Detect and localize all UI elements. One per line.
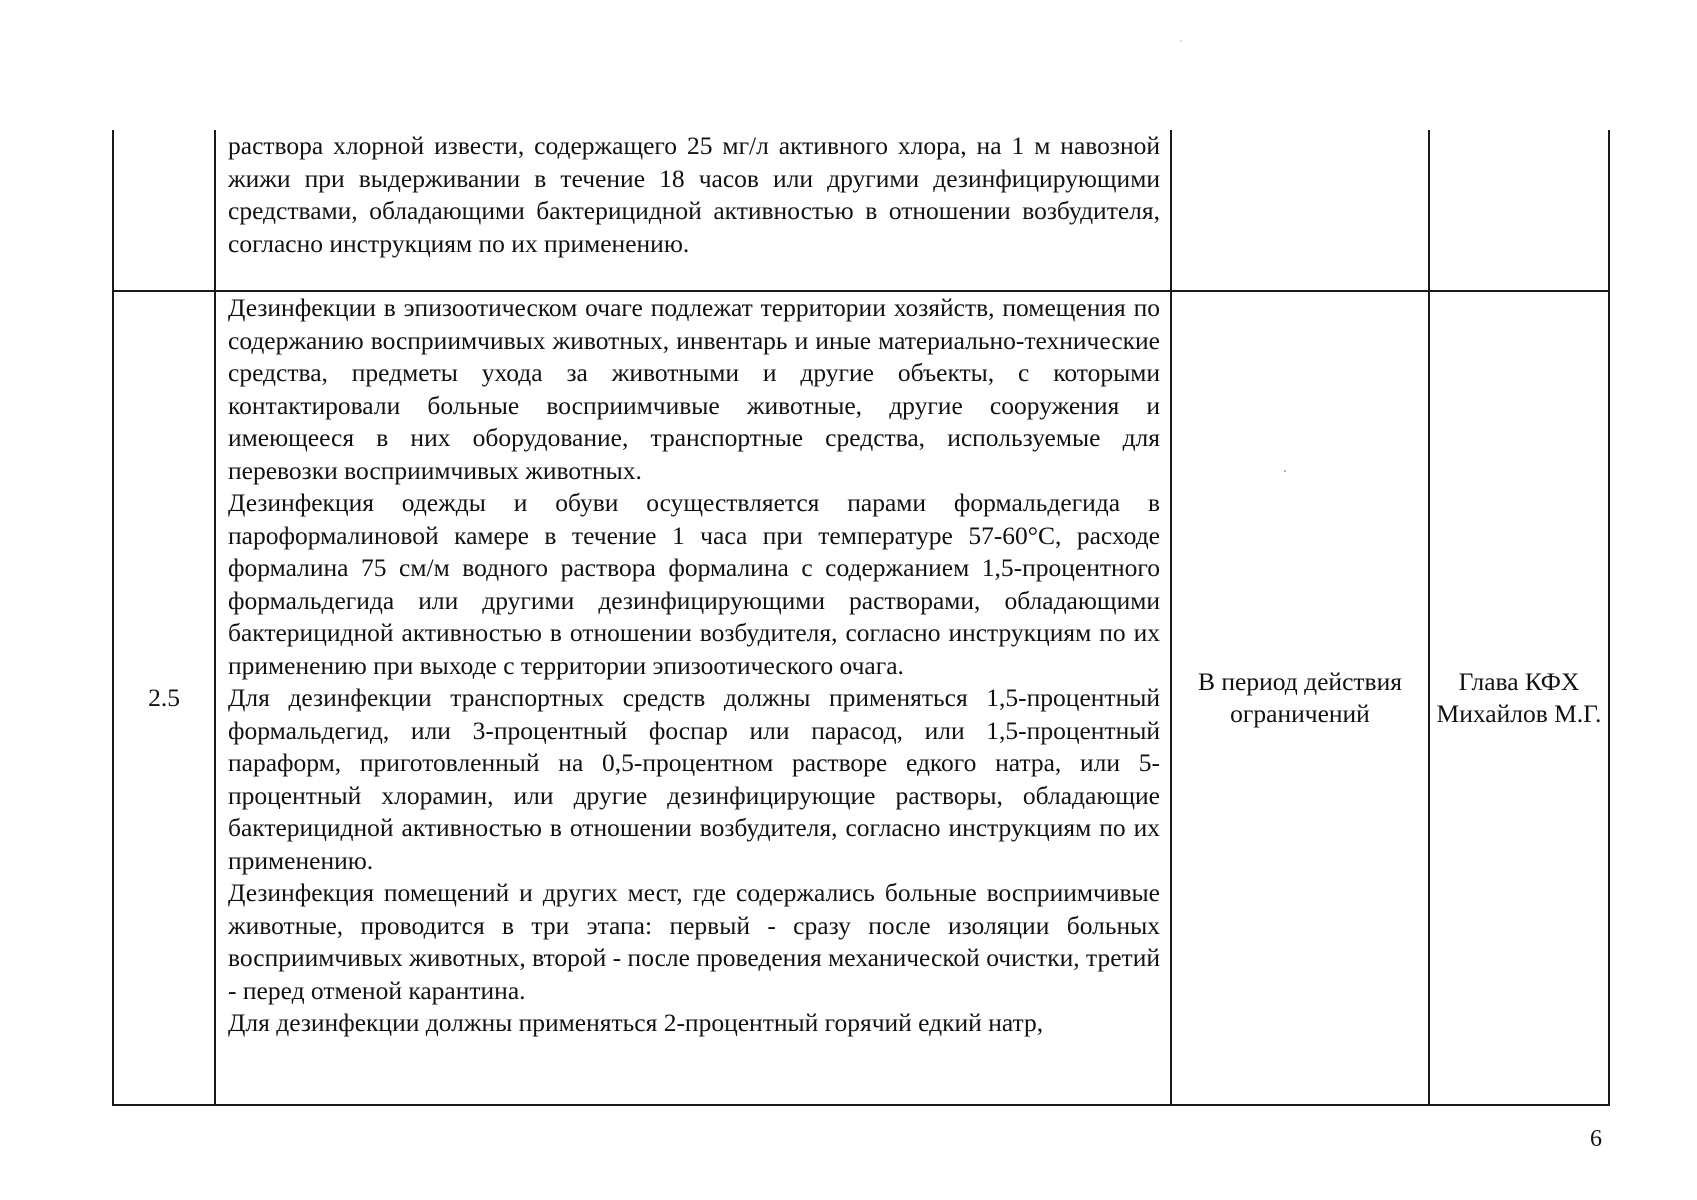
measure-paragraph: Дезинфекция одежды и обуви осуществляется парами формальдегида в пароформалиновой камере в течение 1 часа при температуре 57-60°С, расходе формалина 75 см/м водного раствора формалина с содержанием 1,5-процентного формальдегида или другими дезинфицирующими растворами, обладающими бактерицидной активностью в отношении возбудителя, согласно инструкциям по их применению при выходе с территории эпизоотического очага.	[228, 488, 1160, 680]
scan-speck	[1284, 470, 1286, 472]
row-number-cell: 2.5	[113, 291, 215, 1105]
term-cell: В период действия ограничений	[1171, 291, 1429, 1105]
measure-paragraph: Дезинфекция помещений и других мест, где содержались больные восприимчивые животные, проводится в три этапа: первый - сразу после изоляции больных восприимчивых животных, второй - после проведения механической очистки, третий - перед отменой карантина.	[228, 878, 1160, 1005]
measure-paragraph: Для дезинфекции должны применяться 2-процентный горячий едкий натр,	[228, 1008, 1044, 1037]
measure-text-cell	[215, 291, 1171, 1105]
responsible-cell: Глава КФХ Михайлов М.Г.	[1429, 291, 1609, 1105]
page-number: 6	[1590, 1126, 1602, 1152]
row-number-cell	[113, 130, 215, 291]
measure-paragraph: раствора хлорной извести, содержащего 25 мг/л активного хлора, на 1 м навозной жижи при выдерживании в течение 18 часов или другими дезинфицирующими средствами, обладающими бактерицидной активностью в отношении возбудителя, согласно инструкциям по их применению.	[228, 131, 1160, 258]
responsible-cell	[1429, 130, 1609, 291]
measure-paragraph: Дезинфекции в эпизоотическом очаге подлежат территории хозяйств, помещения по содержанию восприимчивых животных, инвентарь и иные материально-технические средства, предметы ухода за животными и другие объекты, с которыми контактировали больные восприимчивые животные, другие сооружения и имеющееся в них оборудование, транспортные средства, используемые для перевозки восприимчивых животных.	[228, 293, 1160, 485]
scan-speck	[1180, 40, 1182, 42]
measure-text-cell	[215, 130, 1171, 291]
measures-table	[112, 130, 1610, 1106]
table-row	[113, 130, 1609, 291]
measure-paragraph: Для дезинфекции транспортных средств должны применяться 1,5-процентный формальдегид, или 3-процентный фоспар или парасод, или 1,5-процентный параформ, приготовленный на 0,5-процентном растворе едкого натра, или 5-процентный хлорамин, или другие дезинфицирующие растворы, обладающие бактерицидной активностью в отношении возбудителя, согласно инструкциям по их применению.	[228, 683, 1160, 875]
term-cell	[1171, 130, 1429, 291]
table-row	[113, 291, 1609, 1105]
